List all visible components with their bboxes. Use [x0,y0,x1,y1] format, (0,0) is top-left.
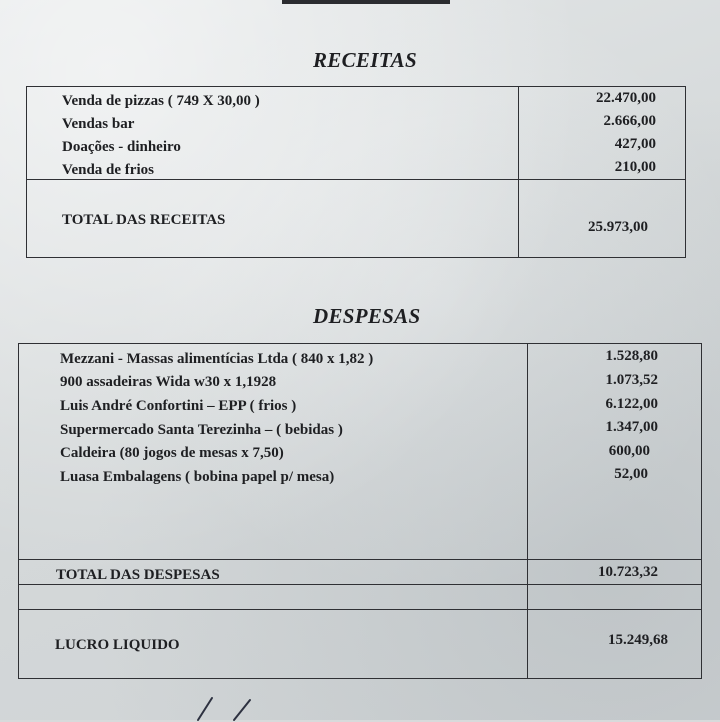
despesas-item-label: 900 assadeiras Wida w30 x 1,1928 [60,374,277,390]
despesas-item-value: 600,00 [608,443,650,459]
despesas-item-value: 1.347,00 [605,419,658,435]
despesas-item-label: Supermercado Santa Terezinha – ( bebidas ) [60,422,343,438]
despesas-item-label: Luasa Embalagens ( bobina papel p/ mesa) [60,469,335,485]
despesas-total-label: TOTAL DAS DESPESAS [56,567,220,583]
receitas-item-label: Venda de frios [62,162,154,178]
receitas-item-value: 210,00 [614,159,656,175]
despesas-title: DESPESAS [313,304,421,328]
top-rule [282,0,450,4]
despesas-item-value: 1.073,52 [605,372,658,388]
despesas-item-value: 1.528,80 [605,348,658,364]
despesas-column-divider [527,343,528,679]
receitas-item-label: Doações - dinheiro [62,139,181,155]
receitas-item-value: 2.666,00 [603,113,656,129]
lucro-top-rule [18,609,702,610]
receitas-item-value: 22.470,00 [596,90,656,106]
despesas-item-value: 52,00 [614,466,648,482]
receitas-item-value: 427,00 [614,136,656,152]
despesas-item-value: 6.122,00 [605,396,658,412]
despesas-total-bottom-rule [18,584,702,585]
lucro-value: 15.249,68 [608,632,668,648]
despesas-item-label: Luis André Confortini – EPP ( frios ) [60,398,297,414]
despesas-table [18,343,702,679]
despesas-item-label: Caldeira (80 jogos de mesas x 7,50) [60,445,284,461]
receitas-total-value: 25.973,00 [588,219,648,235]
lucro-label: LUCRO LIQUIDO [55,637,180,653]
receitas-total-divider [26,179,686,180]
despesas-item-label: Mezzani - Massas alimentícias Ltda ( 840 x 1,82 ) [60,351,374,367]
despesas-total-value: 10.723,32 [598,564,658,580]
receitas-item-label: Vendas bar [62,116,135,132]
receitas-total-label: TOTAL DAS RECEITAS [62,212,226,228]
receitas-column-divider [518,86,519,258]
receitas-item-label: Venda de pizzas ( 749 X 30,00 ) [62,93,260,109]
receitas-title: RECEITAS [313,48,417,72]
despesas-total-top-rule [18,559,702,560]
pen-stroke-marks [190,692,270,722]
